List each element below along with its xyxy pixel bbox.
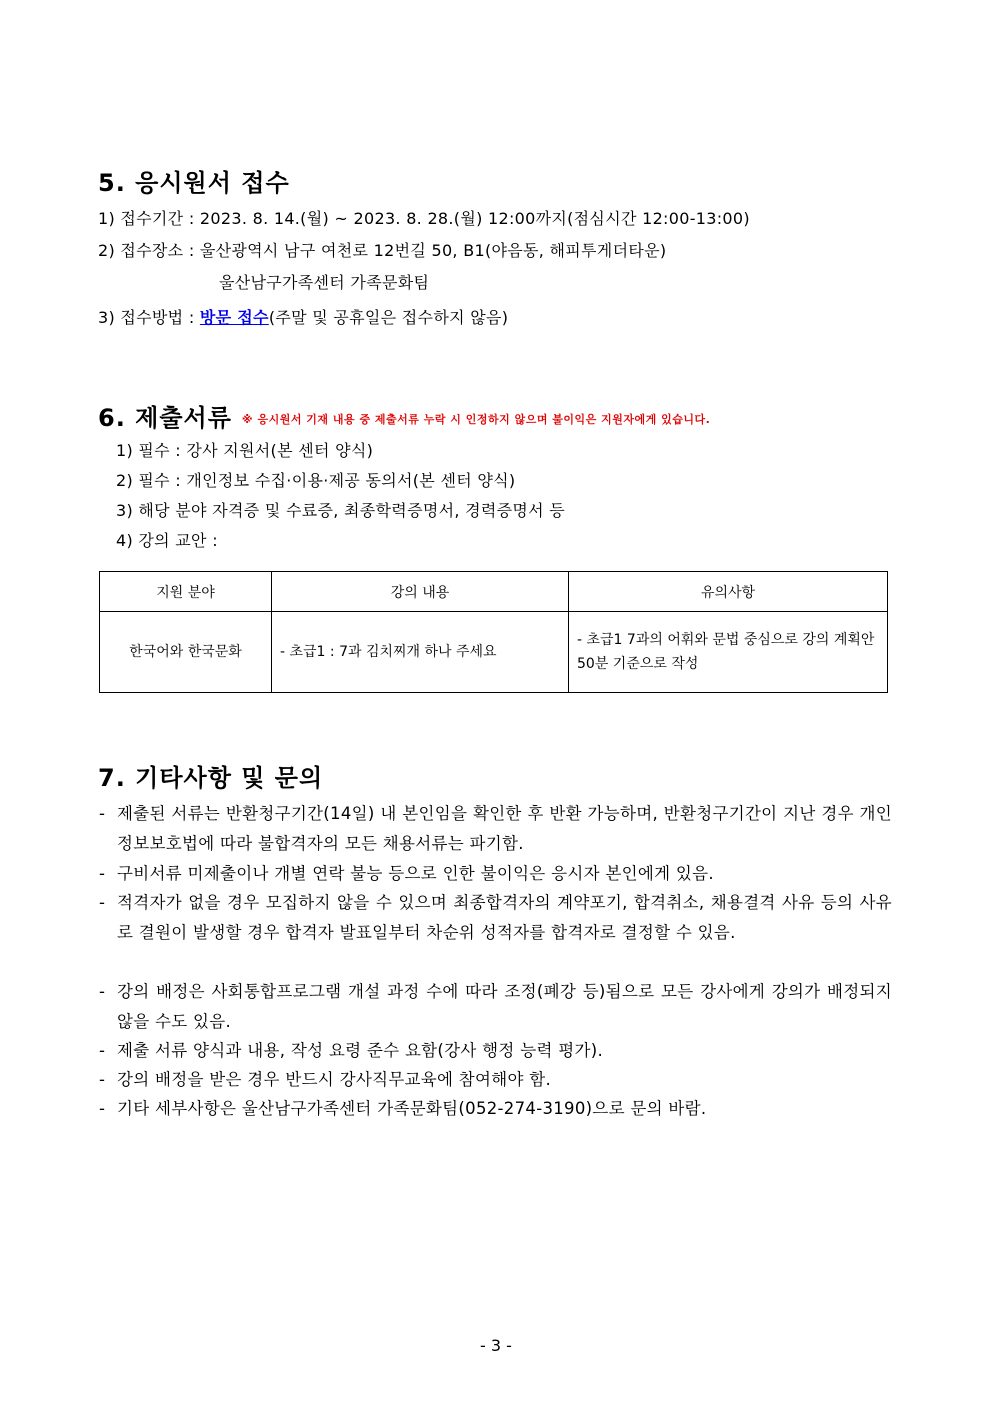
table-row: [100, 612, 888, 693]
list-item-text: 강의 배정을 받은 경우 반드시 강사직무교육에 참여해야 함.: [117, 1070, 552, 1089]
list-item: [99, 859, 892, 889]
table-cell-field: 한국어와 한국문화: [100, 612, 272, 693]
list-item-text: 제출된 서류는 반환청구기간(14일) 내 본인임을 확인한 후 반환 가능하며, 반환청구기간이 지난 경우 개인정보보호법에 따라 불합격자의 모든 채용서류는 파기함.: [117, 804, 892, 853]
method-suffix: (주말 및 공휴일은 접수하지 않음): [268, 308, 509, 327]
table-cell-content: - 초급1 : 7과 김치찌개 하나 주세요: [272, 612, 569, 693]
dash-bullet: -: [99, 864, 106, 883]
section-5-item-period: 1) 접수기간 : 2023. 8. 14.(월) ~ 2023. 8. 28.(월) 12:00까지(점심시간 12:00-13:00): [98, 209, 750, 228]
section-6-title: [98, 398, 710, 433]
list-item: [99, 1065, 892, 1095]
section-5-item-method: [98, 308, 508, 328]
dash-bullet: -: [99, 1070, 106, 1089]
section-7-title: 7. 기타사항 및 문의: [98, 764, 324, 792]
list-item: [99, 888, 892, 947]
list-item-text: 강의 배정은 사회통합프로그램 개설 과정 수에 따라 조정(폐강 등)됨으로 모든 강사에게 강의가 배정되지 않을 수도 있음.: [117, 982, 892, 1031]
section-6-item-1: 1) 필수 : 강사 지원서(본 센터 양식): [116, 441, 374, 460]
table-header-field: 지원 분야: [100, 572, 272, 612]
method-prefix: 3) 접수방법 :: [98, 308, 200, 327]
list-item: [99, 1094, 892, 1124]
section-5-item-place-detail: 울산남구가족센터 가족문화팀: [219, 273, 430, 292]
table-cell-notes: - 초급1 7과의 어휘와 문법 중심으로 강의 계획안 50분 기준으로 작성: [569, 612, 888, 693]
table-header-notes: 유의사항: [569, 572, 888, 612]
list-item: [99, 799, 892, 858]
visit-application-link[interactable]: 방문 접수: [199, 308, 269, 327]
list-item: [99, 977, 892, 1036]
list-item-text: 제출 서류 양식과 내용, 작성 요령 준수 요함(강사 행정 능력 평가).: [117, 1041, 603, 1060]
section-5-title: 5. 응시원서 접수: [98, 169, 290, 197]
page-number: - 3 -: [480, 1336, 512, 1355]
dash-bullet: -: [99, 804, 106, 823]
section-6-warning-note: ※ 응시원서 기재 내용 중 제출서류 누락 시 인정하지 않으며 불이익은 지원자에게 있습니다.: [241, 413, 711, 426]
table-header-row: [100, 572, 888, 612]
lecture-plan-table: [99, 571, 888, 693]
dash-bullet: -: [99, 982, 106, 1001]
dash-bullet: -: [99, 893, 106, 912]
section-6-title-text: 6. 제출서류: [98, 404, 232, 432]
section-6-item-2: 2) 필수 : 개인정보 수집·이용·제공 동의서(본 센터 양식): [116, 471, 516, 490]
dash-bullet: -: [99, 1099, 106, 1118]
list-item-text: 구비서류 미제출이나 개별 연락 불능 등으로 인한 불이익은 응시자 본인에게 있음.: [117, 864, 714, 883]
list-item: [99, 1036, 892, 1066]
section-6-item-4: 4) 강의 교안 :: [116, 531, 218, 550]
list-item-text: 기타 세부사항은 울산남구가족센터 가족문화팀(052-274-3190)으로 문의 바람.: [117, 1099, 707, 1118]
dash-bullet: -: [99, 1041, 106, 1060]
table-header-content: 강의 내용: [272, 572, 569, 612]
list-item-text: 적격자가 없을 경우 모집하지 않을 수 있으며 최종합격자의 계약포기, 합격취소, 채용결격 사유 등의 사유로 결원이 발생할 경우 합격자 발표일부터 차순위 성적자를 합격자로 결정할 수 있음.: [117, 893, 892, 942]
section-5-item-place: 2) 접수장소 : 울산광역시 남구 여천로 12번길 50, B1(야음동, 해피투게더타운): [98, 241, 667, 260]
section-6-item-3: 3) 해당 분야 자격증 및 수료증, 최종학력증명서, 경력증명서 등: [116, 501, 566, 520]
